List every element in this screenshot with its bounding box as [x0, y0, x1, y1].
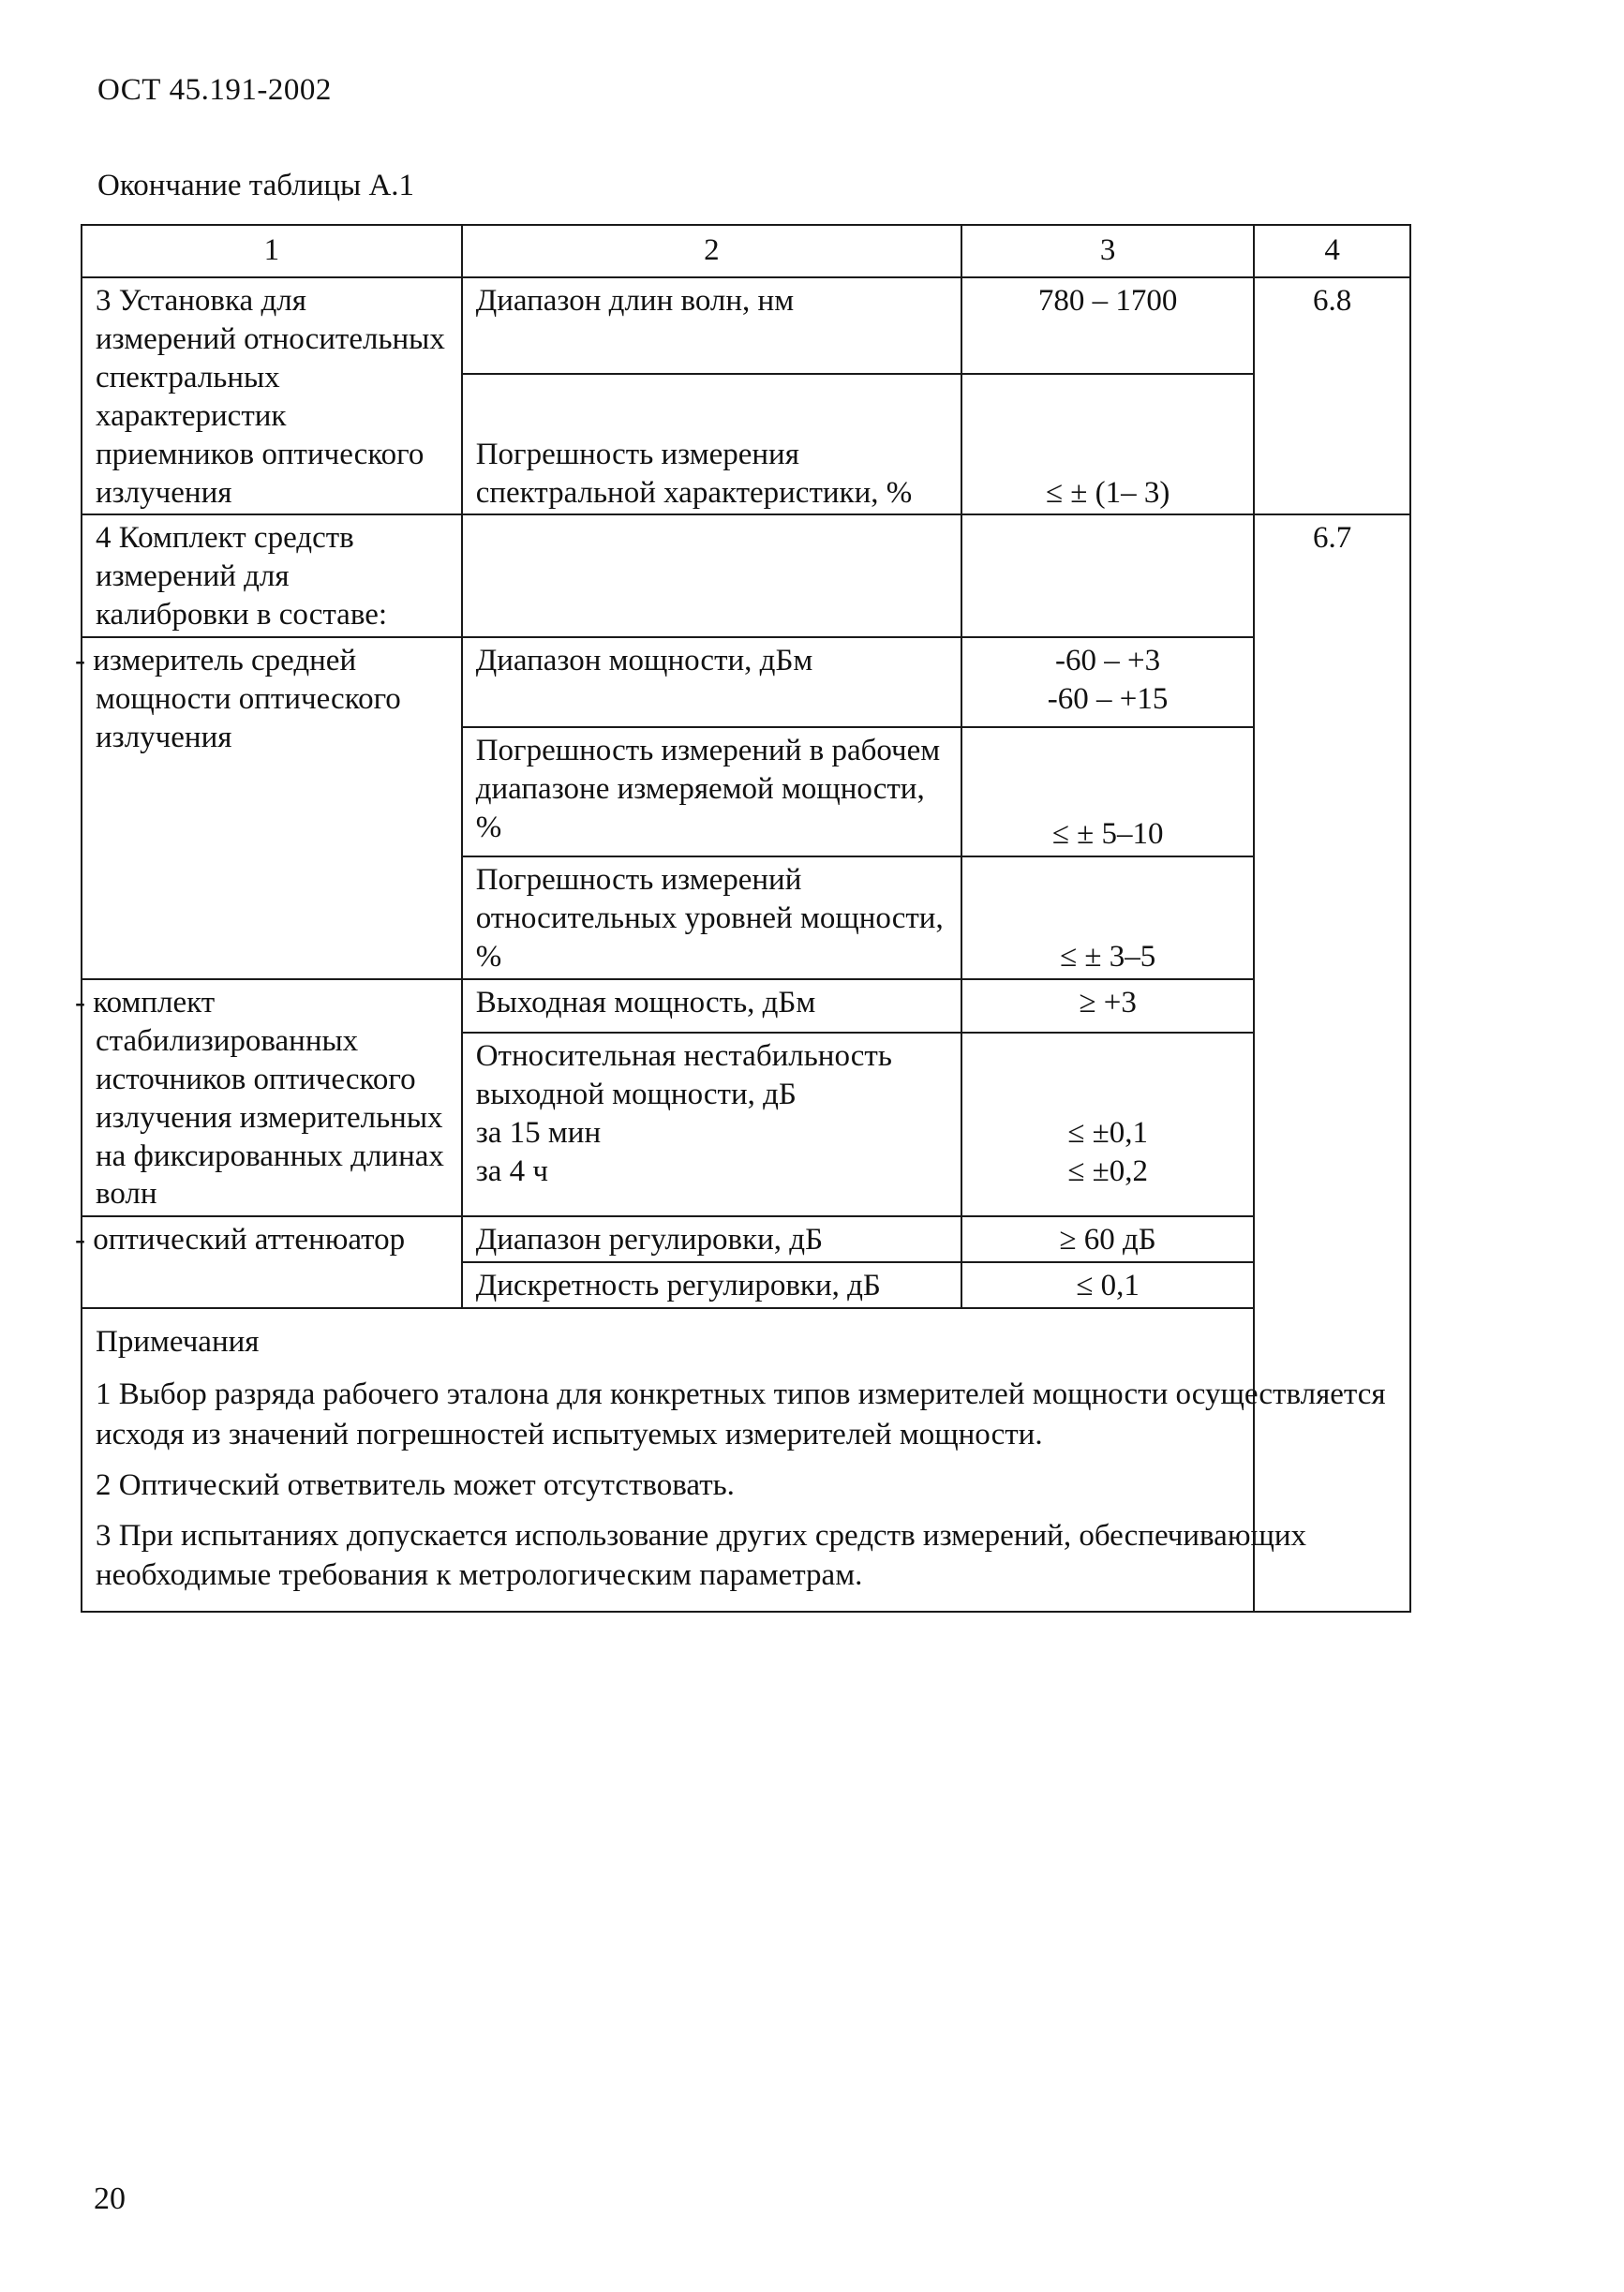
param-cell — [462, 514, 961, 637]
param-cell: Дискретность регулировки, дБ — [462, 1262, 961, 1308]
value-cell — [961, 514, 1254, 637]
param-line: за 15 мин — [475, 1116, 602, 1151]
value-cell: ≤ ± 5–10 — [961, 727, 1254, 856]
notes-row — [82, 1308, 1410, 1611]
notes-title: Примечания — [96, 1325, 260, 1360]
item-cell: 3 Установка для измерений относительных спектральных характеристик приемников оптического излучения — [82, 277, 462, 514]
param-cell: Диапазон длин волн, нм — [462, 277, 961, 374]
param-cell: Диапазон регулировки, дБ — [462, 1216, 961, 1262]
table-row — [82, 979, 1410, 1033]
note-item: 2 Оптический ответвитель может отсутствовать. — [96, 1467, 735, 1502]
note-item: 1 Выбор разряда рабочего эталона для конкретных типов измерителей мощности осуществляется исходя из значений погрешностей испытуемых измерителей мощности. — [96, 1377, 1386, 1451]
note-item: 3 При испытаниях допускается использование других средств измерений, обеспечивающих необходимые требования к метрологическим параметрам. — [96, 1519, 1307, 1593]
value-cell — [961, 1033, 1254, 1216]
column-number: 1 — [82, 225, 462, 277]
item-cell: - измеритель средней мощности оптического излучения — [82, 637, 462, 979]
table-row — [82, 1216, 1410, 1262]
table-row — [82, 277, 1410, 374]
item-cell: 4 Комплект средств измерений для калибровки в составе: — [82, 514, 462, 637]
document-code: ОСТ 45.191-2002 — [97, 73, 332, 107]
value-cell: ≥ 60 дБ — [961, 1216, 1254, 1262]
item-cell: - комплект стабилизированных источников оптического излучения измерительных на фиксированных длинах волн — [82, 979, 462, 1216]
value-cell: ≤ ± 3–5 — [961, 856, 1254, 979]
param-cell: Диапазон мощности, дБм — [462, 637, 961, 727]
value-line: ≤ ±0,1 — [1067, 1116, 1148, 1151]
column-number: 4 — [1254, 225, 1410, 277]
page-number: 20 — [94, 2181, 126, 2216]
table-row — [82, 514, 1410, 637]
column-number-row — [82, 225, 1410, 277]
column-number: 3 — [961, 225, 1254, 277]
value-line: ≤ ±0,2 — [1067, 1154, 1148, 1189]
ref-cell: 6.7 — [1254, 514, 1410, 1611]
value-cell: 780 – 1700 — [961, 277, 1254, 374]
param-cell: Выходная мощность, дБм — [462, 979, 961, 1033]
notes-cell — [82, 1308, 1410, 1611]
value-cell: ≥ +3 — [961, 979, 1254, 1033]
param-cell: Погрешность измерений относительных уровней мощности, % — [462, 856, 961, 979]
param-line: за 4 ч — [475, 1154, 548, 1189]
param-cell: Погрешность измерения спектральной характеристики, % — [462, 374, 961, 514]
item-cell: - оптический аттенюатор — [82, 1216, 462, 1308]
value-line: -60 – +15 — [1047, 682, 1169, 717]
ref-cell: 6.8 — [1254, 277, 1410, 514]
param-cell: Погрешность измерений в рабочем диапазоне измеряемой мощности, % — [462, 727, 961, 856]
value-line: -60 – +3 — [1055, 644, 1161, 678]
param-cell — [462, 1033, 961, 1216]
value-cell: ≤ 0,1 — [961, 1262, 1254, 1308]
table-row — [82, 637, 1410, 727]
value-cell — [961, 637, 1254, 727]
param-line: Относительная нестабильность выходной мощности, дБ — [475, 1039, 892, 1112]
value-cell: ≤ ± (1– 3) — [961, 374, 1254, 514]
table-caption: Окончание таблицы А.1 — [97, 169, 415, 202]
column-number: 2 — [462, 225, 961, 277]
equipment-table — [75, 224, 1411, 1613]
